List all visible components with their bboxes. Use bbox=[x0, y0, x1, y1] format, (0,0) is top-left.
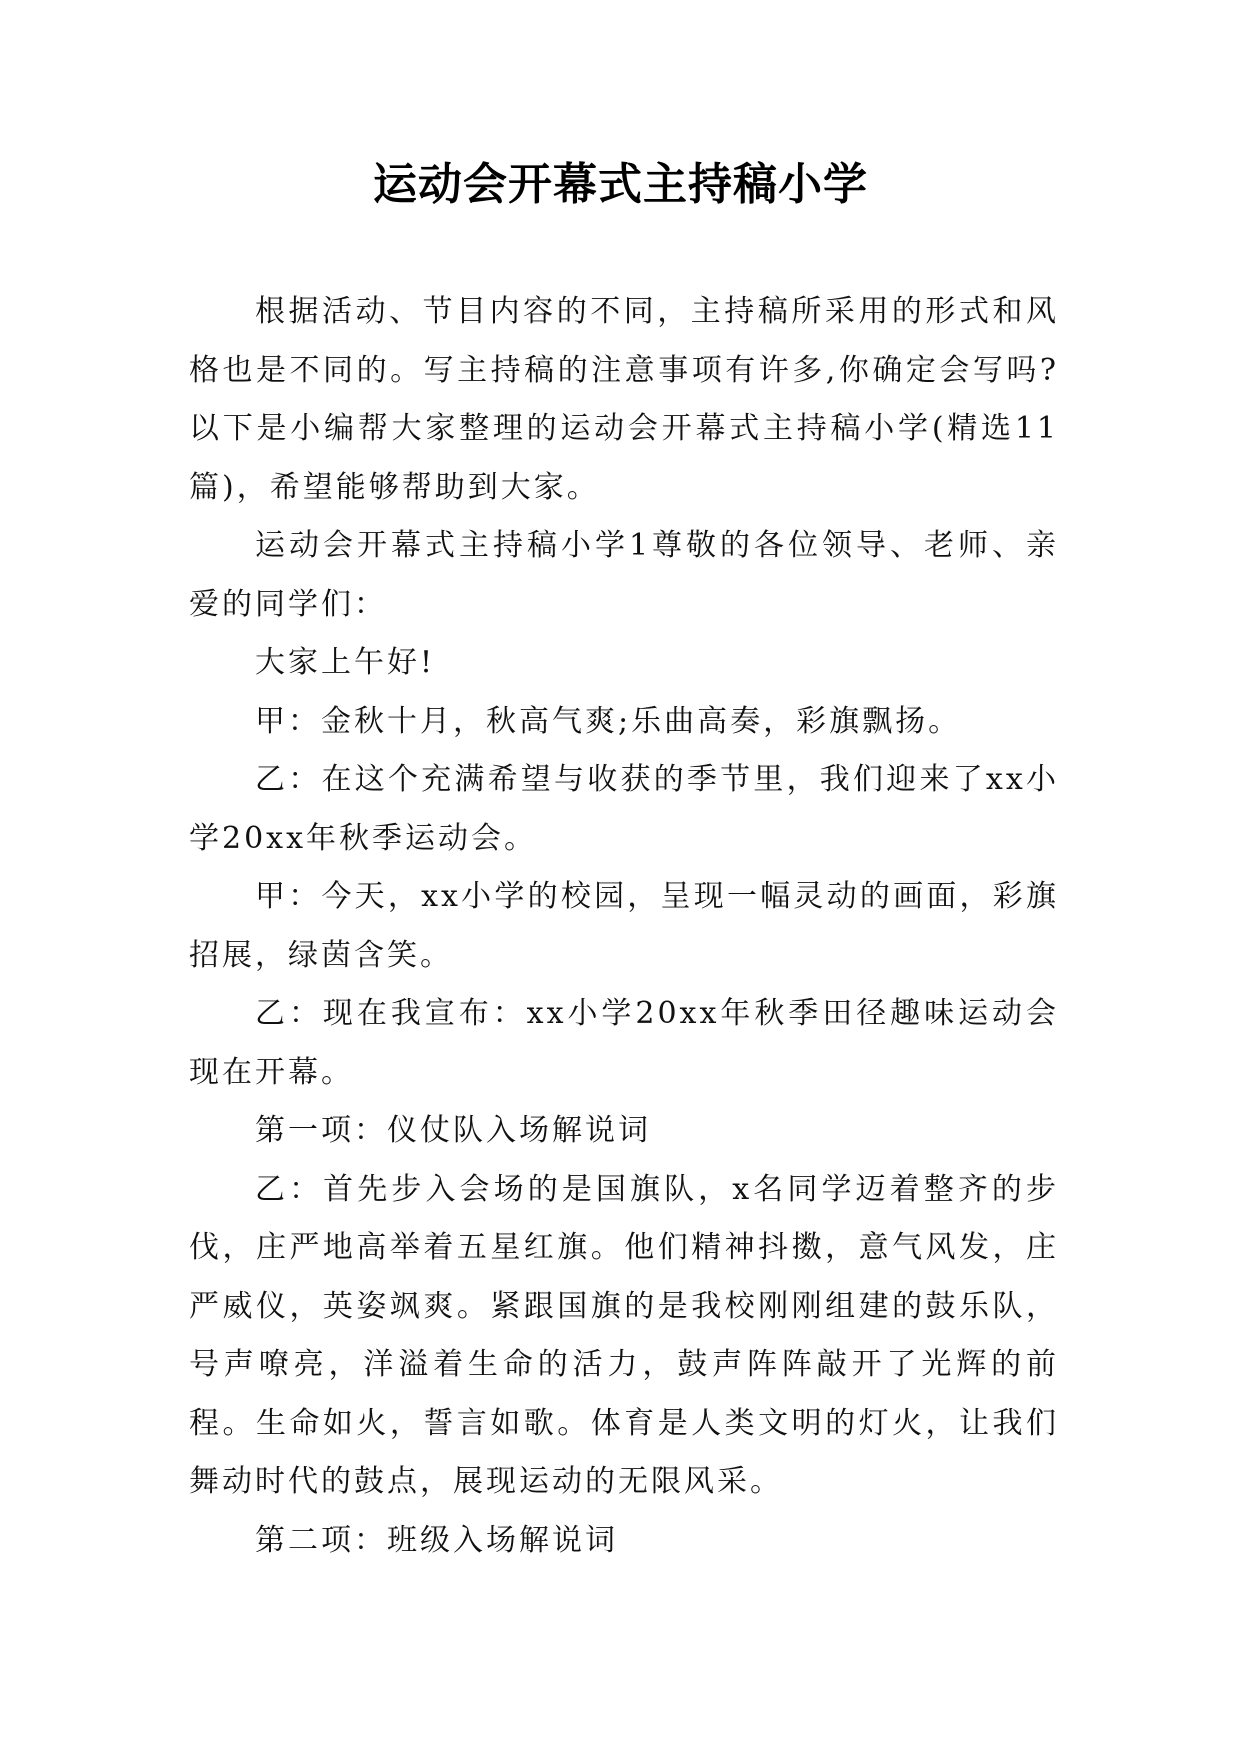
paragraph-intro: 根据活动、节目内容的不同，主持稿所采用的形式和风格也是不同的。写主持稿的注意事项有许多,你确定会写吗?以下是小编帮大家整理的运动会开幕式主持稿小学(精选11篇)，希望能够帮助到大家。 bbox=[189, 294, 1059, 505]
paragraph-host-a-1: 甲：金秋十月，秋高气爽;乐曲高奏，彩旗飘扬。 bbox=[255, 703, 962, 739]
paragraph-good-morning: 大家上午好! bbox=[255, 645, 436, 680]
section-heading-2: 第二项：班级入场解说词 bbox=[255, 1522, 618, 1558]
document-title: 运动会开幕式主持稿小学 bbox=[373, 159, 868, 210]
paragraph-greeting: 运动会开幕式主持稿小学1尊敬的各位领导、老师、亲爱的同学们： bbox=[189, 528, 1059, 622]
paragraph-host-a-2: 甲：今天，xx小学的校园，呈现一幅灵动的画面，彩旗招展，绿茵含笑。 bbox=[189, 879, 1059, 973]
paragraph-host-b-3: 乙：首先步入会场的是国旗队，x名同学迈着整齐的步伐，庄严地高举着五星红旗。他们精神抖擞，意气风发，庄严威仪，英姿飒爽。紧跟国旗的是我校刚刚组建的鼓乐队，号声嘹亮，洋溢着生命的活力，鼓声阵阵敲开了光辉的前程。生命如火，誓言如歌。体育是人类文明的灯火，让我们舞动时代的鼓点，展现运动的无限风采。 bbox=[189, 1171, 1059, 1499]
paragraph-host-b-2: 乙：现在我宣布：xx小学20xx年秋季田径趣味运动会现在开幕。 bbox=[189, 996, 1059, 1090]
paragraph-host-b-1: 乙：在这个充满希望与收获的季节里，我们迎来了xx小学20xx年秋季运动会。 bbox=[189, 762, 1059, 856]
section-heading-1: 第一项：仪仗队入场解说词 bbox=[255, 1113, 651, 1148]
document-body bbox=[189, 283, 1059, 1570]
